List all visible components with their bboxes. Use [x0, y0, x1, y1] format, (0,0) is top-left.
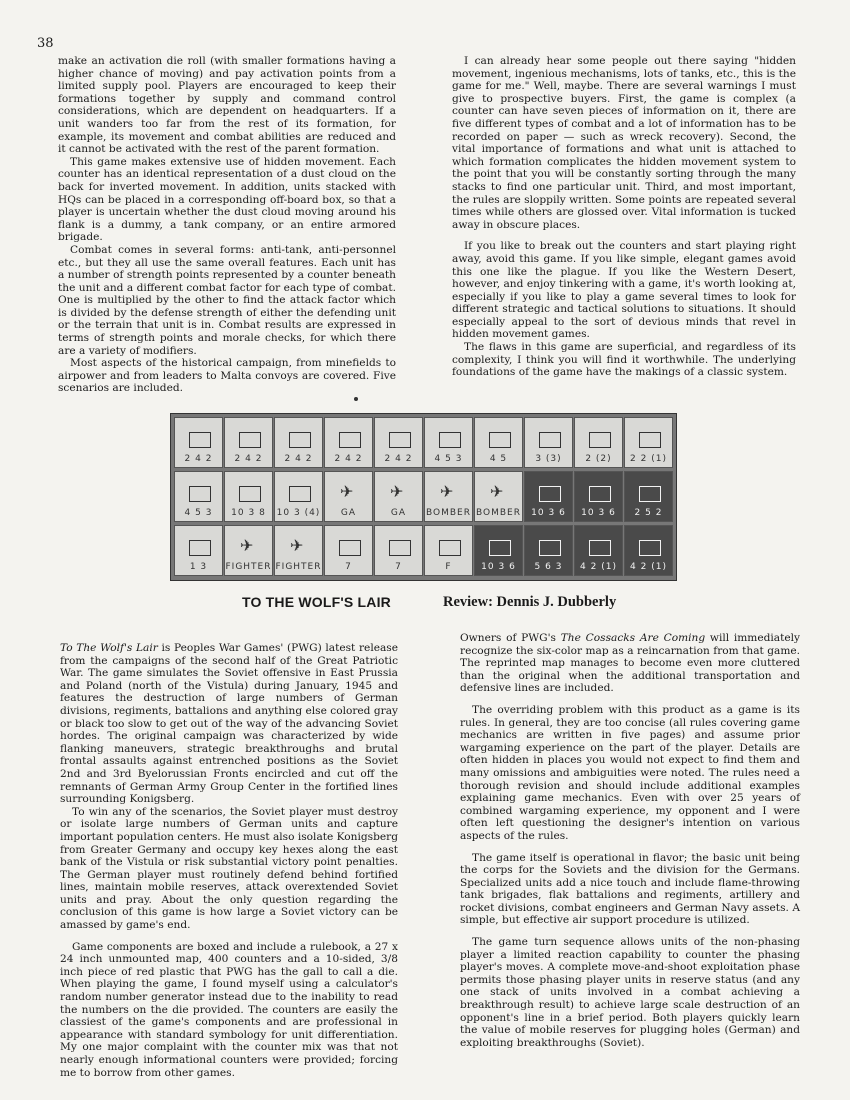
game-counter	[224, 525, 273, 576]
counter-values: FIGHTER	[275, 562, 322, 572]
counter-values: FIGHTER	[225, 562, 272, 572]
game-counter	[174, 525, 223, 576]
paragraph-text: is Peoples War Games' (PWG) latest release from the campaigns of the second half of the Great Patriotic War. The game simulates the Soviet offensive in East Prussia and Poland (north of the Vistula) during January, 1945 and features the destruction of large numbers of German divisions, regiments, battalions and anything else colored gray or black too slow to get out of the way of the advancing Soviet hordes. The original campaign was characterized by wide flanking maneuvers, strategic breakthroughs and brutal frontal assaults against entrenched positions as the Soviet 2nd and 3rd Byelorussian Fronts encircled and cut off the remnants of German Army Group Center in the fortified lines surrounding Konigsberg.	[60, 642, 398, 806]
counter-values: 4 5 3	[184, 508, 213, 518]
counter-values: 2 2 (1)	[630, 454, 667, 464]
counter-values: 2 (2)	[585, 454, 612, 464]
counter-values: 1 3	[189, 562, 208, 572]
unit-symbol-icon	[439, 540, 461, 556]
unit-symbol-icon	[639, 540, 661, 556]
game-counter	[324, 417, 373, 468]
counter-values: GA	[340, 508, 357, 518]
counter-values: 2 5 2	[634, 508, 663, 518]
column-2	[452, 55, 796, 379]
game-counter	[474, 417, 523, 468]
aircraft-icon: ✈	[240, 536, 254, 555]
counter-row	[174, 471, 674, 522]
review-byline: Review: Dennis J. Dubberly	[443, 594, 617, 610]
paragraph: To win any of the scenarios, the Soviet player must destroy or isolate large numbers of German units and capture important population centers. He must also isolate Konigsberg from Greater Germany and occupy key hexes along the east bank of the Vistula or risk substantial victory point penalties. The German player must routinely defend behind fortified lines, maintain mobile reserves, attack overextended Soviet units and pray. About the only question regarding the conclusion of this game is how large a Soviet victory can be amassed by game's end.	[60, 805, 398, 932]
counter-values: 2 4 2	[334, 454, 363, 464]
counter-values: 3 (3)	[535, 454, 562, 464]
game-counter	[524, 471, 573, 522]
counter-values: 2 4 2	[234, 454, 263, 464]
counter-values: 10 3 6	[481, 562, 516, 572]
unit-symbol-icon	[339, 540, 361, 556]
page-number: 38	[37, 36, 54, 51]
game-counter	[174, 471, 223, 522]
counter-values: 10 3 (4)	[276, 508, 321, 518]
unit-symbol-icon	[289, 486, 311, 502]
game-counter	[574, 417, 623, 468]
paragraph-text: will immediately recognize the six-color map as a reincarnation from that game. The reprinted map manages to become even more cluttered than the original when the additional transportation and defensive lines are included.	[460, 632, 800, 695]
game-counter	[324, 471, 373, 522]
game-counter	[274, 417, 323, 468]
paragraph: Most aspects of the historical campaign, from minefields to airpower and from leaders to Malta convoys are covered. Five scenarios are included.	[58, 357, 396, 395]
unit-symbol-icon	[439, 432, 461, 448]
paragraph: Game components are boxed and include a rulebook, a 27 x 24 inch unmounted map, 400 counters and a 10-sided, 3/8 inch piece of red plastic that PWG has the gall to call a die. When playing the game, I found myself using a calculator's random number generator instead due to the inability to read the numbers on the die provided. The counters are easily the classiest of the game's components and are professional in appearance with standard symbology for unit differentiation. My one major complaint with the counter mix was that not nearly enough informational counters were provided; forcing me to borrow from other games.	[60, 940, 398, 1079]
counter-values: 2 4 2	[284, 454, 313, 464]
game-counter	[574, 525, 623, 576]
column-4	[460, 632, 800, 1049]
game-counter	[524, 525, 573, 576]
game-counter	[174, 417, 223, 468]
unit-symbol-icon	[589, 486, 611, 502]
game-counter	[424, 417, 473, 468]
counter-values: 10 3 6	[531, 508, 566, 518]
game-counter	[624, 525, 673, 576]
unit-symbol-icon	[239, 486, 261, 502]
game-counter	[374, 417, 423, 468]
game-counter	[224, 471, 273, 522]
paragraph: If you like to break out the counters and start playing right away, avoid this game. If you like simple, elegant games avoid this one like the plague. If you like the Western Desert, however, and enjoy tinkering with a game, it's worth looking at, especially if you like to play a game several times to look for different strategic and tactical solutions to situations. It should especially appeal to the sort of devious minds that revel in hidden movement games.	[452, 240, 796, 341]
unit-symbol-icon	[539, 540, 561, 556]
game-counter	[224, 417, 273, 468]
unit-symbol-icon	[189, 432, 211, 448]
paragraph	[460, 632, 800, 695]
counter-row	[174, 525, 674, 576]
counter-values: 7	[345, 562, 352, 572]
game-counter	[274, 525, 323, 576]
aircraft-icon: ✈	[290, 536, 304, 555]
counter-values: BOMBER	[426, 508, 471, 518]
aircraft-icon: ✈	[440, 482, 454, 501]
unit-symbol-icon	[589, 540, 611, 556]
game-counter	[624, 471, 673, 522]
unit-symbol-icon	[239, 432, 261, 448]
game-counter	[374, 471, 423, 522]
unit-symbol-icon	[639, 432, 661, 448]
game-counter	[324, 525, 373, 576]
unit-symbol-icon	[389, 432, 411, 448]
column-3	[60, 642, 398, 1079]
print-speck	[354, 397, 358, 401]
unit-symbol-icon	[489, 540, 511, 556]
counter-values: 10 3 8	[231, 508, 266, 518]
unit-symbol-icon	[389, 540, 411, 556]
aircraft-icon: ✈	[340, 482, 354, 501]
unit-symbol-icon	[289, 432, 311, 448]
unit-symbol-icon	[489, 432, 511, 448]
unit-symbol-icon	[189, 486, 211, 502]
game-counter	[624, 417, 673, 468]
paragraph: This game makes extensive use of hidden movement. Each counter has an identical representation of a dust cloud on the back for inverted movement. In addition, units stacked with HQs can be placed in a corresponding off-board box, so that a player is uncertain whether the dust cloud moving around his flank is a dummy, a tank company, or an entire armored brigade.	[58, 155, 396, 244]
paragraph: The game itself is operational in flavor; the basic unit being the corps for the Soviets and the division for the Germans. Specialized units add a nice touch and include flame-throwing tank brigades, flak battalions and regiments, artillery and rocket divisions, combat engineers and German Navy assets. A simple, but effective air support procedure is utilized.	[460, 851, 800, 927]
unit-symbol-icon	[639, 486, 661, 502]
paragraph: The flaws in this game are superficial, and regardless of its complexity, I think you will find it worthwhile. The underlying foundations of the game have the makings of a classic system.	[452, 341, 796, 379]
counter-values: 2 4 2	[384, 454, 413, 464]
counter-values: 4 2 (1)	[580, 562, 617, 572]
aircraft-icon: ✈	[390, 482, 404, 501]
unit-symbol-icon	[539, 486, 561, 502]
paragraph: The game turn sequence allows units of the non-phasing player a limited reaction capability to counter the phasing player's moves. A complete move-and-shoot exploitation phase permits those phasing player units in reserve status (and any one stack of units involved in a combat achieving a breakthrough result) to achieve large scale destruction of an opponent's line in a brief period. Both players quickly learn the value of mobile reserves for plugging holes (German) and exploiting breakthroughs (Soviet).	[460, 936, 800, 1049]
column-1	[58, 55, 396, 395]
counter-values: 5 6 3	[534, 562, 563, 572]
game-counter	[574, 471, 623, 522]
counter-values: 7	[395, 562, 402, 572]
counter-values: 4 2 (1)	[630, 562, 667, 572]
article-title: TO THE WOLF'S LAIR	[242, 594, 391, 610]
unit-symbol-icon	[339, 432, 361, 448]
paragraph: Combat comes in several forms: anti-tank, anti-personnel etc., but they all use the same overall features. Each unit has a number of strength points represented by a counter beneath the unit and a different combat factor for each type of combat. One is multiplied by the other to find the attack factor which is divided by the defense strength of either the defending unit or the terrain that unit is in. Combat results are expressed in terms of strength points and morale checks, for which there are a variety of modifiers.	[58, 243, 396, 357]
unit-symbol-icon	[189, 540, 211, 556]
game-counter	[374, 525, 423, 576]
counter-values: 10 3 6	[581, 508, 616, 518]
game-counter	[474, 471, 523, 522]
paragraph: The overriding problem with this product as a game is its rules. In general, they are too concise (all rules covering game mechanics are written in five pages) and assume prior wargaming experience on the part of the player. Details are often hidden in places you would not expect to find them and many omissions and ambiguities were noted. The rules need a thorough revision and should include additional examples explaining game mechanics. Even with over 25 years of combined wargaming experience, my opponent and I were often left questioning the designer's intention on various aspects of the rules.	[460, 703, 800, 842]
counter-row	[174, 417, 674, 468]
game-counter	[424, 525, 473, 576]
unit-symbol-icon	[589, 432, 611, 448]
game-title: To The Wolf's Lair	[60, 642, 158, 654]
paragraph-text: Owners of PWG's	[460, 632, 561, 644]
game-counter	[274, 471, 323, 522]
paragraph: I can already hear some people out there saying "hidden movement, ingenious mechanisms, lots of tanks, etc., this is the game for me." Well, maybe. There are several warnings I must give to prospective buyers. First, the game is complex (a counter can have seven pieces of information on it, there are five different types of combat and a lot of information has to be recorded on paper — such as wreck recovery). Second, the vital importance of formations and what unit is attached to which formation complicates the hidden movement system to the point that you will be constantly sorting through the many stacks to find one particular unit. Third, and most important, the rules are sloppily written. Some points are repeated several times while others are glossed over. Vital information is tucked away in obscure places.	[452, 55, 796, 231]
paragraph: make an activation die roll (with smaller formations having a higher chance of moving) and pay activation points from a limited supply pool. Players are encouraged to keep their formations together by supply and command control considerations, which are dependent on headquarters. If a unit wanders too far from the rest of its formation, for example, its movement and combat abilities are reduced and it cannot be activated with the rest of the parent formation.	[58, 55, 396, 156]
counter-values: 2 4 2	[184, 454, 213, 464]
game-counter	[424, 471, 473, 522]
aircraft-icon: ✈	[490, 482, 504, 501]
counter-values: F	[445, 562, 452, 572]
game-title: The Cossacks Are Coming	[560, 632, 706, 644]
counter-values: GA	[390, 508, 407, 518]
counter-values: BOMBER	[476, 508, 521, 518]
counter-values: 4 5 3	[434, 454, 463, 464]
paragraph	[60, 642, 398, 806]
game-counter	[474, 525, 523, 576]
unit-symbol-icon	[539, 432, 561, 448]
counter-values: 4 5	[489, 454, 508, 464]
counter-sheet-image	[170, 413, 677, 581]
game-counter	[524, 417, 573, 468]
